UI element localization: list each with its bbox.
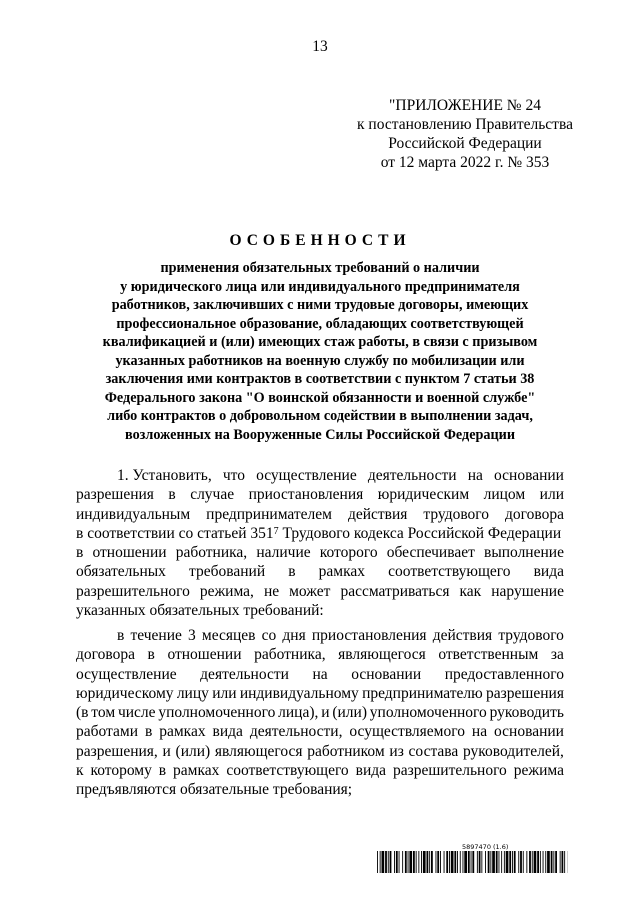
text-line: [76, 524, 564, 543]
word: юридическому: [76, 684, 174, 702]
appendix-header: [330, 96, 600, 172]
barcode-bar: [547, 851, 550, 873]
barcode-bar: [518, 851, 519, 873]
text-segment: Трудового кодекса Российской Федерации: [278, 524, 562, 542]
word: деятельности,: [249, 723, 343, 741]
barcode-bar: [377, 851, 378, 873]
barcode-bar: [551, 851, 553, 873]
barcode-bar: [520, 851, 522, 873]
word: лицом: [483, 486, 526, 504]
document-subheading: [60, 259, 580, 444]
word: которому: [90, 762, 152, 780]
barcode-bar: [479, 851, 481, 873]
subheading-line: возложенных на Вооруженные Силы Российской Федерации: [125, 426, 515, 443]
barcode-bar: [526, 851, 527, 873]
text-line: [76, 543, 564, 562]
subheading-line: квалификацией и (или) имеющих стаж работы, в связи с призывом: [102, 334, 538, 350]
barcode-bar: [454, 851, 456, 873]
text-line: [76, 742, 564, 761]
word: месяцев: [201, 627, 256, 644]
word: числе: [117, 704, 156, 722]
barcode-bar: [444, 851, 445, 873]
word: из: [389, 742, 404, 760]
barcode-bar: [562, 851, 564, 873]
word: состава: [408, 742, 459, 760]
paragraph-2: [76, 626, 564, 800]
barcode-bar: [402, 851, 403, 873]
barcode-bar: [537, 851, 539, 873]
barcode-bar: [523, 851, 524, 873]
barcode-bar: [385, 851, 387, 873]
word: на: [471, 723, 488, 741]
barcode-bar: [504, 851, 505, 873]
word: 3: [188, 627, 196, 644]
word: в: [288, 563, 296, 581]
barcode-bar: [390, 851, 392, 873]
word: в: [117, 627, 125, 644]
word: обеспечивает: [386, 544, 475, 562]
word: может: [289, 582, 331, 600]
word: ответственным: [438, 646, 539, 664]
barcode-bar: [506, 851, 509, 873]
word: лицу: [176, 684, 209, 702]
word: индивидуальным: [76, 505, 191, 523]
barcode-bar: [514, 851, 516, 873]
barcode-bar: [399, 851, 400, 873]
word: дня: [282, 627, 306, 644]
barcode-bar: [555, 851, 557, 873]
word: работами: [76, 723, 139, 741]
word: являющегося: [214, 742, 303, 760]
barcode: [377, 851, 568, 873]
barcode-bar: [388, 851, 389, 873]
word: индивидуальному: [239, 684, 359, 702]
barcode-bar: [512, 851, 513, 873]
barcode-bar: [464, 851, 467, 873]
subheading-line: профессиональное образование, обладающих соответствующей: [116, 315, 524, 332]
text-segment: в соответствии со статьей 351: [76, 524, 274, 542]
word: предоставленного: [444, 665, 564, 683]
barcode-bar: [545, 851, 546, 873]
word: в: [147, 646, 155, 664]
barcode-bar: [423, 851, 426, 873]
word: к: [76, 762, 84, 780]
barcode-bar: [409, 851, 412, 873]
barcode-bar: [394, 851, 395, 873]
barcode-bar: [405, 851, 407, 873]
document-heading: ОСОБЕННОСТИ: [229, 232, 411, 249]
word: на: [312, 665, 328, 683]
word: режима: [513, 762, 564, 780]
word: (или): [332, 704, 367, 722]
word: выполнение: [484, 544, 564, 562]
word: рамках: [318, 563, 366, 581]
appendix-title: "ПРИЛОЖЕНИЕ № 24: [389, 97, 541, 114]
word: случае: [190, 486, 235, 504]
word: в: [158, 762, 167, 780]
barcode-bar: [553, 851, 554, 873]
word: осуществление: [256, 467, 357, 484]
page-number: 13: [312, 38, 328, 55]
word: которого: [319, 544, 378, 562]
subheading-line: у юридического лица или индивидуального предпринимателя: [120, 278, 520, 295]
text-line: [76, 582, 564, 601]
barcode-bar: [492, 851, 495, 873]
barcode-bar: [509, 851, 511, 873]
barcode-bar: [431, 851, 433, 873]
text-line: [76, 466, 564, 485]
word: на: [467, 467, 483, 484]
word: вида: [212, 723, 243, 741]
word: осуществление: [76, 665, 177, 683]
barcode-bar: [529, 851, 531, 873]
word: уполномоченного: [369, 704, 487, 722]
word: за: [550, 646, 564, 664]
barcode-bar: [429, 851, 430, 873]
word: руководителей,: [463, 742, 564, 760]
barcode-bar: [472, 851, 474, 873]
word: требований: [189, 563, 266, 581]
word: обязательных: [76, 563, 166, 581]
barcode-bar: [446, 851, 448, 873]
barcode-bar: [501, 851, 502, 873]
barcode-bar: [382, 851, 385, 873]
word: основании: [494, 723, 564, 741]
word: являющегося: [338, 646, 426, 664]
barcode-bar: [380, 851, 381, 873]
word: вида: [533, 563, 564, 581]
word: или: [539, 486, 564, 504]
word: в: [168, 486, 176, 504]
paragraph-1: [76, 466, 564, 620]
text-line: [76, 665, 564, 684]
word: договора: [76, 646, 135, 664]
word: действия: [432, 627, 493, 644]
subheading-line: указанных работников на военную службу по мобилизации или: [115, 352, 525, 369]
barcode-bar: [396, 851, 398, 873]
word: разрешения: [76, 486, 154, 504]
superscript: 7: [273, 525, 279, 537]
word: как: [459, 582, 482, 600]
word: уполномоченного: [158, 704, 276, 722]
appendix-line: Российской Федерации: [388, 135, 542, 152]
word: приостановления: [311, 627, 427, 644]
barcode-bar: [560, 851, 561, 873]
barcode-bar: [543, 851, 544, 873]
word: том: [91, 704, 116, 722]
word: (или): [175, 742, 211, 760]
word: осуществляемого: [349, 723, 465, 741]
barcode-bar: [534, 851, 537, 873]
word: деятельности: [367, 467, 457, 484]
barcode-bar: [457, 851, 458, 873]
word: приостановления: [248, 486, 364, 504]
text-line: [76, 626, 564, 645]
word: нарушение: [491, 582, 564, 600]
word: не: [263, 582, 280, 600]
word: трудового: [498, 627, 564, 644]
barcode-bar: [440, 851, 441, 873]
word: лица),: [278, 704, 319, 722]
barcode-bar: [408, 851, 409, 873]
word: предпринимателю: [362, 684, 483, 702]
subheading-line: либо контрактов о добровольном содействии в выполнении задач,: [107, 408, 533, 424]
barcode-bar: [451, 851, 454, 873]
text-line: [76, 761, 564, 780]
word: и: [321, 704, 330, 722]
word: течение: [130, 627, 182, 644]
word: разрешения: [486, 684, 564, 702]
barcode-bar: [477, 851, 478, 873]
text-line: [76, 780, 564, 799]
word: предпринимателем: [206, 505, 332, 523]
barcode-bar: [437, 851, 439, 873]
word: основании: [494, 467, 564, 484]
word: разрешительного: [76, 582, 190, 600]
barcode-bar: [463, 851, 464, 873]
word: разрешительного: [392, 762, 507, 780]
word: (в: [76, 704, 89, 722]
barcode-bar: [499, 851, 500, 873]
word: вида: [355, 762, 387, 780]
word: договора: [505, 505, 564, 523]
barcode-bar: [488, 851, 490, 873]
appendix-line: к постановлению Правительства: [357, 116, 573, 133]
word: рамках: [159, 723, 206, 741]
word: и: [162, 742, 171, 760]
subheading-line: заключения ими контрактов в соответствии с пунктом 7 статьи 38: [105, 371, 535, 387]
word: деятельности: [200, 665, 289, 683]
word: или: [212, 684, 237, 702]
text-line: [76, 485, 564, 504]
word: 1. Установить,: [117, 467, 212, 484]
subheading-line: работников, заключивших с ними трудовые договоры, имеющих: [111, 297, 529, 313]
word: в: [76, 544, 84, 562]
word: отношении: [92, 544, 167, 562]
barcode-bar: [421, 851, 422, 873]
word: рамках: [173, 762, 220, 780]
barcode-bar: [436, 851, 437, 873]
word: в: [144, 723, 153, 741]
text-line: [76, 645, 564, 664]
text-line: [76, 601, 564, 620]
word: соответствующего: [226, 762, 349, 780]
word: работником: [307, 742, 385, 760]
document-code: 5897470 (1.6): [462, 843, 509, 851]
barcode-bar: [481, 851, 482, 873]
text-line: [76, 505, 564, 524]
barcode-bar: [427, 851, 429, 873]
word: руководить: [489, 704, 564, 722]
word: отношении: [167, 646, 242, 664]
text-segment: предъявляются обязательные требования;: [76, 781, 353, 799]
word: юридическим: [377, 486, 470, 504]
barcode-bar: [449, 851, 450, 873]
word: работника,: [254, 646, 326, 664]
barcode-bar: [540, 851, 541, 873]
word: рассматриваться: [340, 582, 450, 600]
text-line: [76, 703, 564, 722]
word: режима,: [199, 582, 254, 600]
text-line: [76, 684, 564, 703]
text-line: [76, 722, 564, 741]
word: разрешения,: [76, 742, 158, 760]
text-line: [76, 562, 564, 581]
appendix-date: от 12 марта 2022 г. № 353: [380, 154, 550, 171]
barcode-bar: [416, 851, 417, 873]
word: основании: [351, 665, 422, 683]
subheading-line: Федерального закона "О воинской обязанности и военной службе": [104, 389, 536, 406]
barcode-bar: [496, 851, 498, 873]
text-segment: указанных обязательных требований:: [76, 602, 324, 620]
barcode-bar: [532, 851, 533, 873]
barcode-bar: [485, 851, 486, 873]
barcode-bar: [460, 851, 461, 873]
word: со: [261, 627, 277, 644]
subheading-line: применения обязательных требований о наличии: [160, 260, 480, 276]
word: трудового: [423, 505, 490, 523]
barcode-bar: [471, 851, 472, 873]
barcode-bar: [490, 851, 491, 873]
word: наличие: [256, 544, 311, 562]
word: работника,: [175, 544, 248, 562]
barcode-bar: [564, 851, 565, 873]
word: соответствующего: [388, 563, 511, 581]
barcode-bar: [468, 851, 470, 873]
barcode-bar: [413, 851, 415, 873]
word: действия: [347, 505, 408, 523]
word: что: [222, 467, 245, 484]
barcode-bar: [418, 851, 419, 873]
